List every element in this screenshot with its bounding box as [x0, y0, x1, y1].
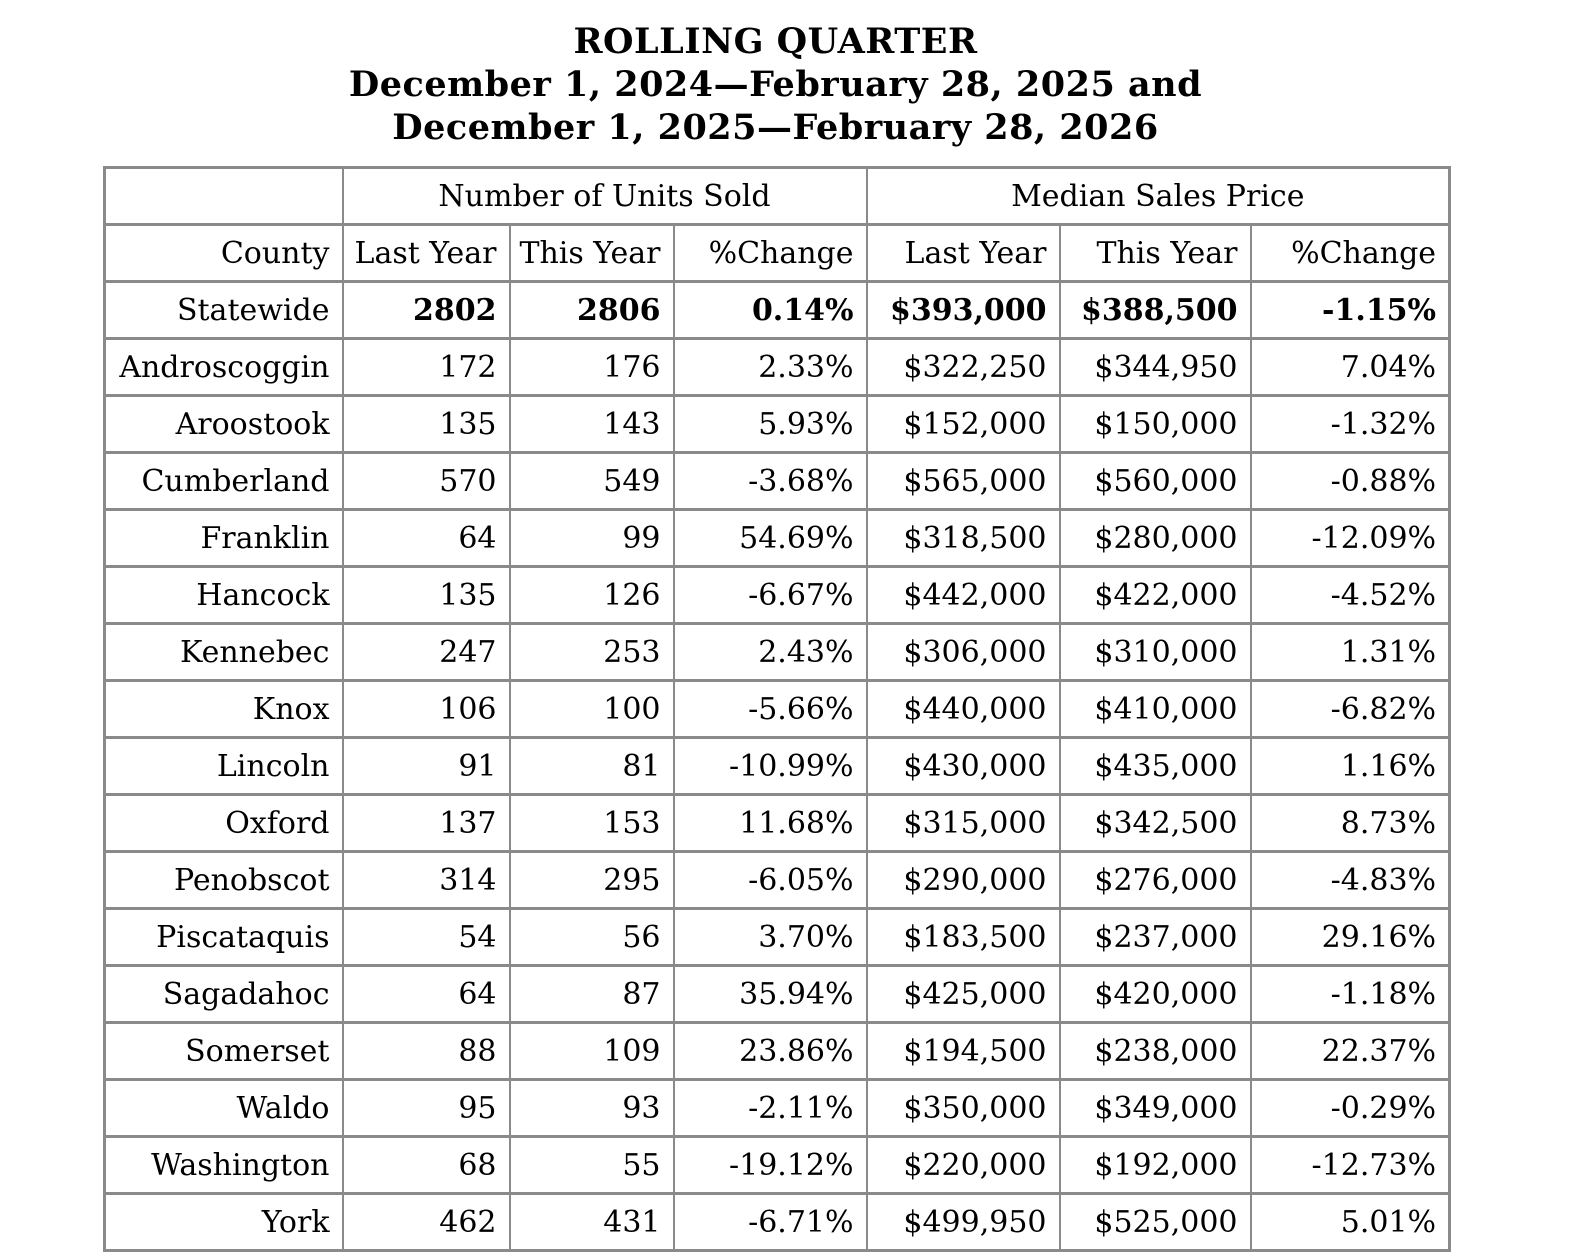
price-this-year-cell: $435,000	[1060, 738, 1251, 795]
price-last-year-cell: $430,000	[867, 738, 1060, 795]
price-pct-change-cell: -0.88%	[1251, 453, 1450, 510]
units-pct-change-cell: -6.67%	[674, 567, 867, 624]
county-cell: Sagadahoc	[105, 966, 343, 1023]
column-header-row	[105, 225, 1450, 282]
units-pct-change-cell: 54.69%	[674, 510, 867, 567]
county-cell: Somerset	[105, 1023, 343, 1080]
price-last-year-cell: $315,000	[867, 795, 1060, 852]
county-cell: Washington	[105, 1137, 343, 1194]
price-this-year-cell: $344,950	[1060, 339, 1251, 396]
units-this-year-cell: 87	[510, 966, 674, 1023]
units-this-year-cell: 56	[510, 909, 674, 966]
county-cell: Statewide	[105, 282, 343, 339]
price-last-year-cell: $322,250	[867, 339, 1060, 396]
table-row	[105, 510, 1450, 567]
units-this-year-cell: 126	[510, 567, 674, 624]
table-row	[105, 909, 1450, 966]
county-cell: Cumberland	[105, 453, 343, 510]
units-this-year-cell: 549	[510, 453, 674, 510]
units-last-year-cell: 135	[343, 567, 510, 624]
units-pct-change-cell: 35.94%	[674, 966, 867, 1023]
price-last-year-cell: $194,500	[867, 1023, 1060, 1080]
price-last-year-cell: $318,500	[867, 510, 1060, 567]
table-row	[105, 1023, 1450, 1080]
units-last-year-cell: 570	[343, 453, 510, 510]
units-pct-change-cell: -3.68%	[674, 453, 867, 510]
units-pct-change-cell: 5.93%	[674, 396, 867, 453]
units-last-year-cell: 64	[343, 966, 510, 1023]
table-row	[105, 738, 1450, 795]
units-this-year-cell: 55	[510, 1137, 674, 1194]
page-title-line-3: December 1, 2025—February 28, 2026	[392, 107, 1159, 148]
units-pct-change-cell: -6.71%	[674, 1194, 867, 1251]
table-row	[105, 1137, 1450, 1194]
price-last-year-cell: $290,000	[867, 852, 1060, 909]
price-this-year-cell: $388,500	[1060, 282, 1251, 339]
price-pct-change-cell: -0.29%	[1251, 1080, 1450, 1137]
price-last-year-cell: $393,000	[867, 282, 1060, 339]
page-title-line-1: ROLLING QUARTER	[573, 21, 978, 62]
price-this-year-cell: $342,500	[1060, 795, 1251, 852]
county-cell: Androscoggin	[105, 339, 343, 396]
price-pct-change-cell: -12.09%	[1251, 510, 1450, 567]
col-header-county: County	[105, 225, 343, 282]
county-cell: Waldo	[105, 1080, 343, 1137]
col-header-units-this-year: This Year	[510, 225, 674, 282]
units-pct-change-cell: -6.05%	[674, 852, 867, 909]
price-this-year-cell: $238,000	[1060, 1023, 1251, 1080]
table-row	[105, 396, 1450, 453]
units-last-year-cell: 54	[343, 909, 510, 966]
price-pct-change-cell: 7.04%	[1251, 339, 1450, 396]
price-this-year-cell: $276,000	[1060, 852, 1251, 909]
price-this-year-cell: $420,000	[1060, 966, 1251, 1023]
units-pct-change-cell: 0.14%	[674, 282, 867, 339]
col-header-units-last-year: Last Year	[343, 225, 510, 282]
units-last-year-cell: 64	[343, 510, 510, 567]
price-pct-change-cell: -4.83%	[1251, 852, 1450, 909]
units-this-year-cell: 99	[510, 510, 674, 567]
col-header-price-this-year: This Year	[1060, 225, 1251, 282]
group-header-row	[105, 168, 1450, 225]
county-cell: Penobscot	[105, 852, 343, 909]
units-this-year-cell: 295	[510, 852, 674, 909]
price-this-year-cell: $280,000	[1060, 510, 1251, 567]
page-title-line-2: December 1, 2024—February 28, 2025 and	[348, 64, 1203, 105]
page-title	[103, 20, 1448, 149]
price-pct-change-cell: -1.18%	[1251, 966, 1450, 1023]
price-pct-change-cell: -1.15%	[1251, 282, 1450, 339]
units-last-year-cell: 91	[343, 738, 510, 795]
units-pct-change-cell: 23.86%	[674, 1023, 867, 1080]
units-this-year-cell: 143	[510, 396, 674, 453]
col-header-price-pct-change: %Change	[1251, 225, 1450, 282]
units-pct-change-cell: 11.68%	[674, 795, 867, 852]
price-pct-change-cell: 5.01%	[1251, 1194, 1450, 1251]
price-pct-change-cell: 29.16%	[1251, 909, 1450, 966]
price-pct-change-cell: -1.32%	[1251, 396, 1450, 453]
units-last-year-cell: 95	[343, 1080, 510, 1137]
price-pct-change-cell: -12.73%	[1251, 1137, 1450, 1194]
units-last-year-cell: 135	[343, 396, 510, 453]
table-row-statewide	[105, 282, 1450, 339]
units-last-year-cell: 137	[343, 795, 510, 852]
county-cell: Franklin	[105, 510, 343, 567]
units-last-year-cell: 2802	[343, 282, 510, 339]
county-cell: York	[105, 1194, 343, 1251]
units-pct-change-cell: -19.12%	[674, 1137, 867, 1194]
table-row	[105, 624, 1450, 681]
price-last-year-cell: $425,000	[867, 966, 1060, 1023]
units-this-year-cell: 253	[510, 624, 674, 681]
price-this-year-cell: $410,000	[1060, 681, 1251, 738]
units-pct-change-cell: 2.33%	[674, 339, 867, 396]
price-last-year-cell: $220,000	[867, 1137, 1060, 1194]
price-last-year-cell: $350,000	[867, 1080, 1060, 1137]
table-row	[105, 1194, 1450, 1251]
units-this-year-cell: 100	[510, 681, 674, 738]
price-this-year-cell: $150,000	[1060, 396, 1251, 453]
county-cell: Oxford	[105, 795, 343, 852]
table-row	[105, 453, 1450, 510]
price-last-year-cell: $440,000	[867, 681, 1060, 738]
price-this-year-cell: $560,000	[1060, 453, 1251, 510]
units-last-year-cell: 68	[343, 1137, 510, 1194]
units-sold-group-header: Number of Units Sold	[343, 168, 867, 225]
units-this-year-cell: 109	[510, 1023, 674, 1080]
price-last-year-cell: $499,950	[867, 1194, 1060, 1251]
price-this-year-cell: $310,000	[1060, 624, 1251, 681]
table-row	[105, 966, 1450, 1023]
median-price-group-header: Median Sales Price	[867, 168, 1450, 225]
units-last-year-cell: 314	[343, 852, 510, 909]
units-this-year-cell: 176	[510, 339, 674, 396]
price-last-year-cell: $565,000	[867, 453, 1060, 510]
units-last-year-cell: 106	[343, 681, 510, 738]
price-this-year-cell: $422,000	[1060, 567, 1251, 624]
units-last-year-cell: 88	[343, 1023, 510, 1080]
price-pct-change-cell: 8.73%	[1251, 795, 1450, 852]
county-cell: Knox	[105, 681, 343, 738]
empty-corner-cell	[105, 168, 343, 225]
units-this-year-cell: 431	[510, 1194, 674, 1251]
price-this-year-cell: $525,000	[1060, 1194, 1251, 1251]
units-this-year-cell: 2806	[510, 282, 674, 339]
units-this-year-cell: 81	[510, 738, 674, 795]
rolling-quarter-table	[103, 166, 1451, 1252]
units-pct-change-cell: 2.43%	[674, 624, 867, 681]
units-last-year-cell: 462	[343, 1194, 510, 1251]
price-pct-change-cell: 1.16%	[1251, 738, 1450, 795]
units-this-year-cell: 93	[510, 1080, 674, 1137]
table-row	[105, 339, 1450, 396]
price-this-year-cell: $237,000	[1060, 909, 1251, 966]
county-cell: Piscataquis	[105, 909, 343, 966]
units-last-year-cell: 247	[343, 624, 510, 681]
units-pct-change-cell: 3.70%	[674, 909, 867, 966]
county-cell: Kennebec	[105, 624, 343, 681]
price-pct-change-cell: -6.82%	[1251, 681, 1450, 738]
units-last-year-cell: 172	[343, 339, 510, 396]
price-last-year-cell: $442,000	[867, 567, 1060, 624]
price-pct-change-cell: -4.52%	[1251, 567, 1450, 624]
col-header-price-last-year: Last Year	[867, 225, 1060, 282]
price-last-year-cell: $306,000	[867, 624, 1060, 681]
county-cell: Hancock	[105, 567, 343, 624]
table-row	[105, 567, 1450, 624]
county-cell: Lincoln	[105, 738, 343, 795]
units-this-year-cell: 153	[510, 795, 674, 852]
table-row	[105, 1080, 1450, 1137]
price-this-year-cell: $192,000	[1060, 1137, 1251, 1194]
county-cell: Aroostook	[105, 396, 343, 453]
price-pct-change-cell: 1.31%	[1251, 624, 1450, 681]
price-last-year-cell: $183,500	[867, 909, 1060, 966]
units-pct-change-cell: -10.99%	[674, 738, 867, 795]
table-row	[105, 681, 1450, 738]
units-pct-change-cell: -5.66%	[674, 681, 867, 738]
table-row	[105, 795, 1450, 852]
table-row	[105, 852, 1450, 909]
price-last-year-cell: $152,000	[867, 396, 1060, 453]
units-pct-change-cell: -2.11%	[674, 1080, 867, 1137]
price-this-year-cell: $349,000	[1060, 1080, 1251, 1137]
price-pct-change-cell: 22.37%	[1251, 1023, 1450, 1080]
col-header-units-pct-change: %Change	[674, 225, 867, 282]
